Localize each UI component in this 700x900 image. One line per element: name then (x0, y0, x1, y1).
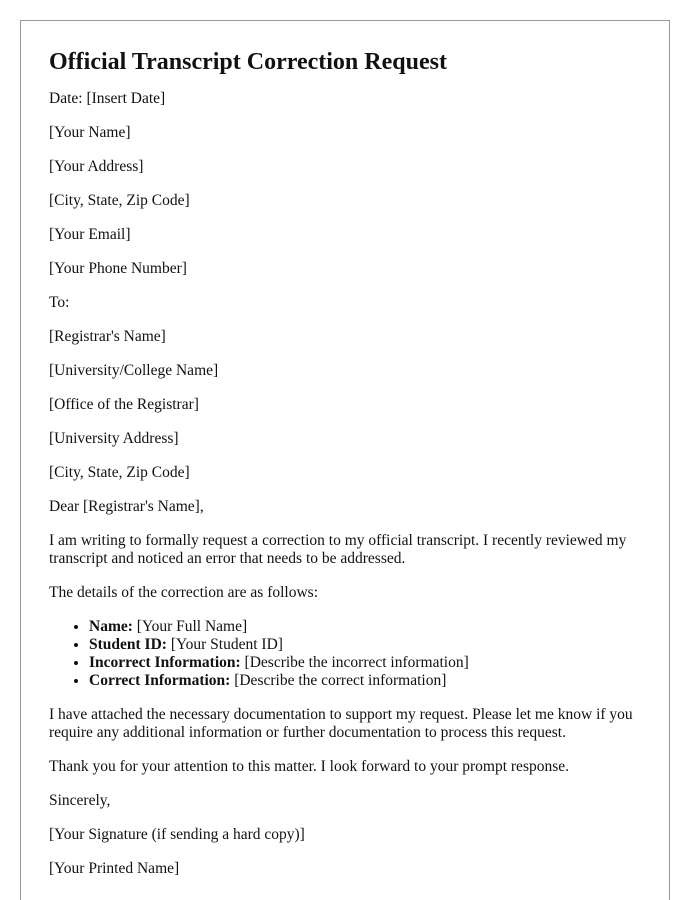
list-item (89, 636, 649, 654)
detail-value: [Describe the incorrect information] (240, 654, 469, 671)
sender-city: [City, State, Zip Code] (49, 192, 190, 209)
detail-value: [Describe the correct information] (230, 672, 447, 689)
intro-paragraph: I am writing to formally request a correction to my official transcript. I recently reviewed my transcript and noticed an error that needs to be addressed. (49, 532, 627, 567)
thanks-paragraph: Thank you for your attention to this matter. I look forward to your prompt response. (49, 758, 570, 775)
details-list (49, 618, 649, 690)
printed-name-line: [Your Printed Name] (49, 860, 180, 877)
sender-name: [Your Name] (49, 124, 131, 141)
date-line: Date: [Insert Date] (49, 90, 166, 107)
salutation: Dear [Registrar's Name], (49, 498, 204, 515)
details-intro: The details of the correction are as follows: (49, 584, 318, 601)
detail-label: Incorrect Information: (89, 654, 241, 671)
valediction: Sincerely, (49, 792, 111, 809)
sender-address: [Your Address] (49, 158, 144, 175)
letter-page (20, 20, 670, 900)
detail-value: [Your Full Name] (132, 618, 248, 635)
signature-line: [Your Signature (if sending a hard copy)] (49, 826, 305, 843)
detail-label: Correct Information: (89, 672, 231, 689)
list-item (89, 654, 649, 672)
recipient-office: [Office of the Registrar] (49, 396, 199, 413)
letter-title: Official Transcript Correction Request (49, 49, 447, 75)
to-label: To: (49, 294, 70, 311)
list-item (89, 618, 649, 636)
detail-label: Student ID: (89, 636, 167, 653)
detail-value: [Your Student ID] (166, 636, 283, 653)
recipient-name: [Registrar's Name] (49, 328, 166, 345)
sender-phone: [Your Phone Number] (49, 260, 187, 277)
recipient-address: [University Address] (49, 430, 179, 447)
sender-email: [Your Email] (49, 226, 131, 243)
list-item (89, 672, 649, 690)
detail-label: Name: (89, 618, 133, 635)
recipient-institution: [University/College Name] (49, 362, 219, 379)
recipient-city: [City, State, Zip Code] (49, 464, 190, 481)
attachment-paragraph: I have attached the necessary documentation to support my request. Please let me know if you require any additional information or further documentation to process this request. (49, 706, 633, 741)
